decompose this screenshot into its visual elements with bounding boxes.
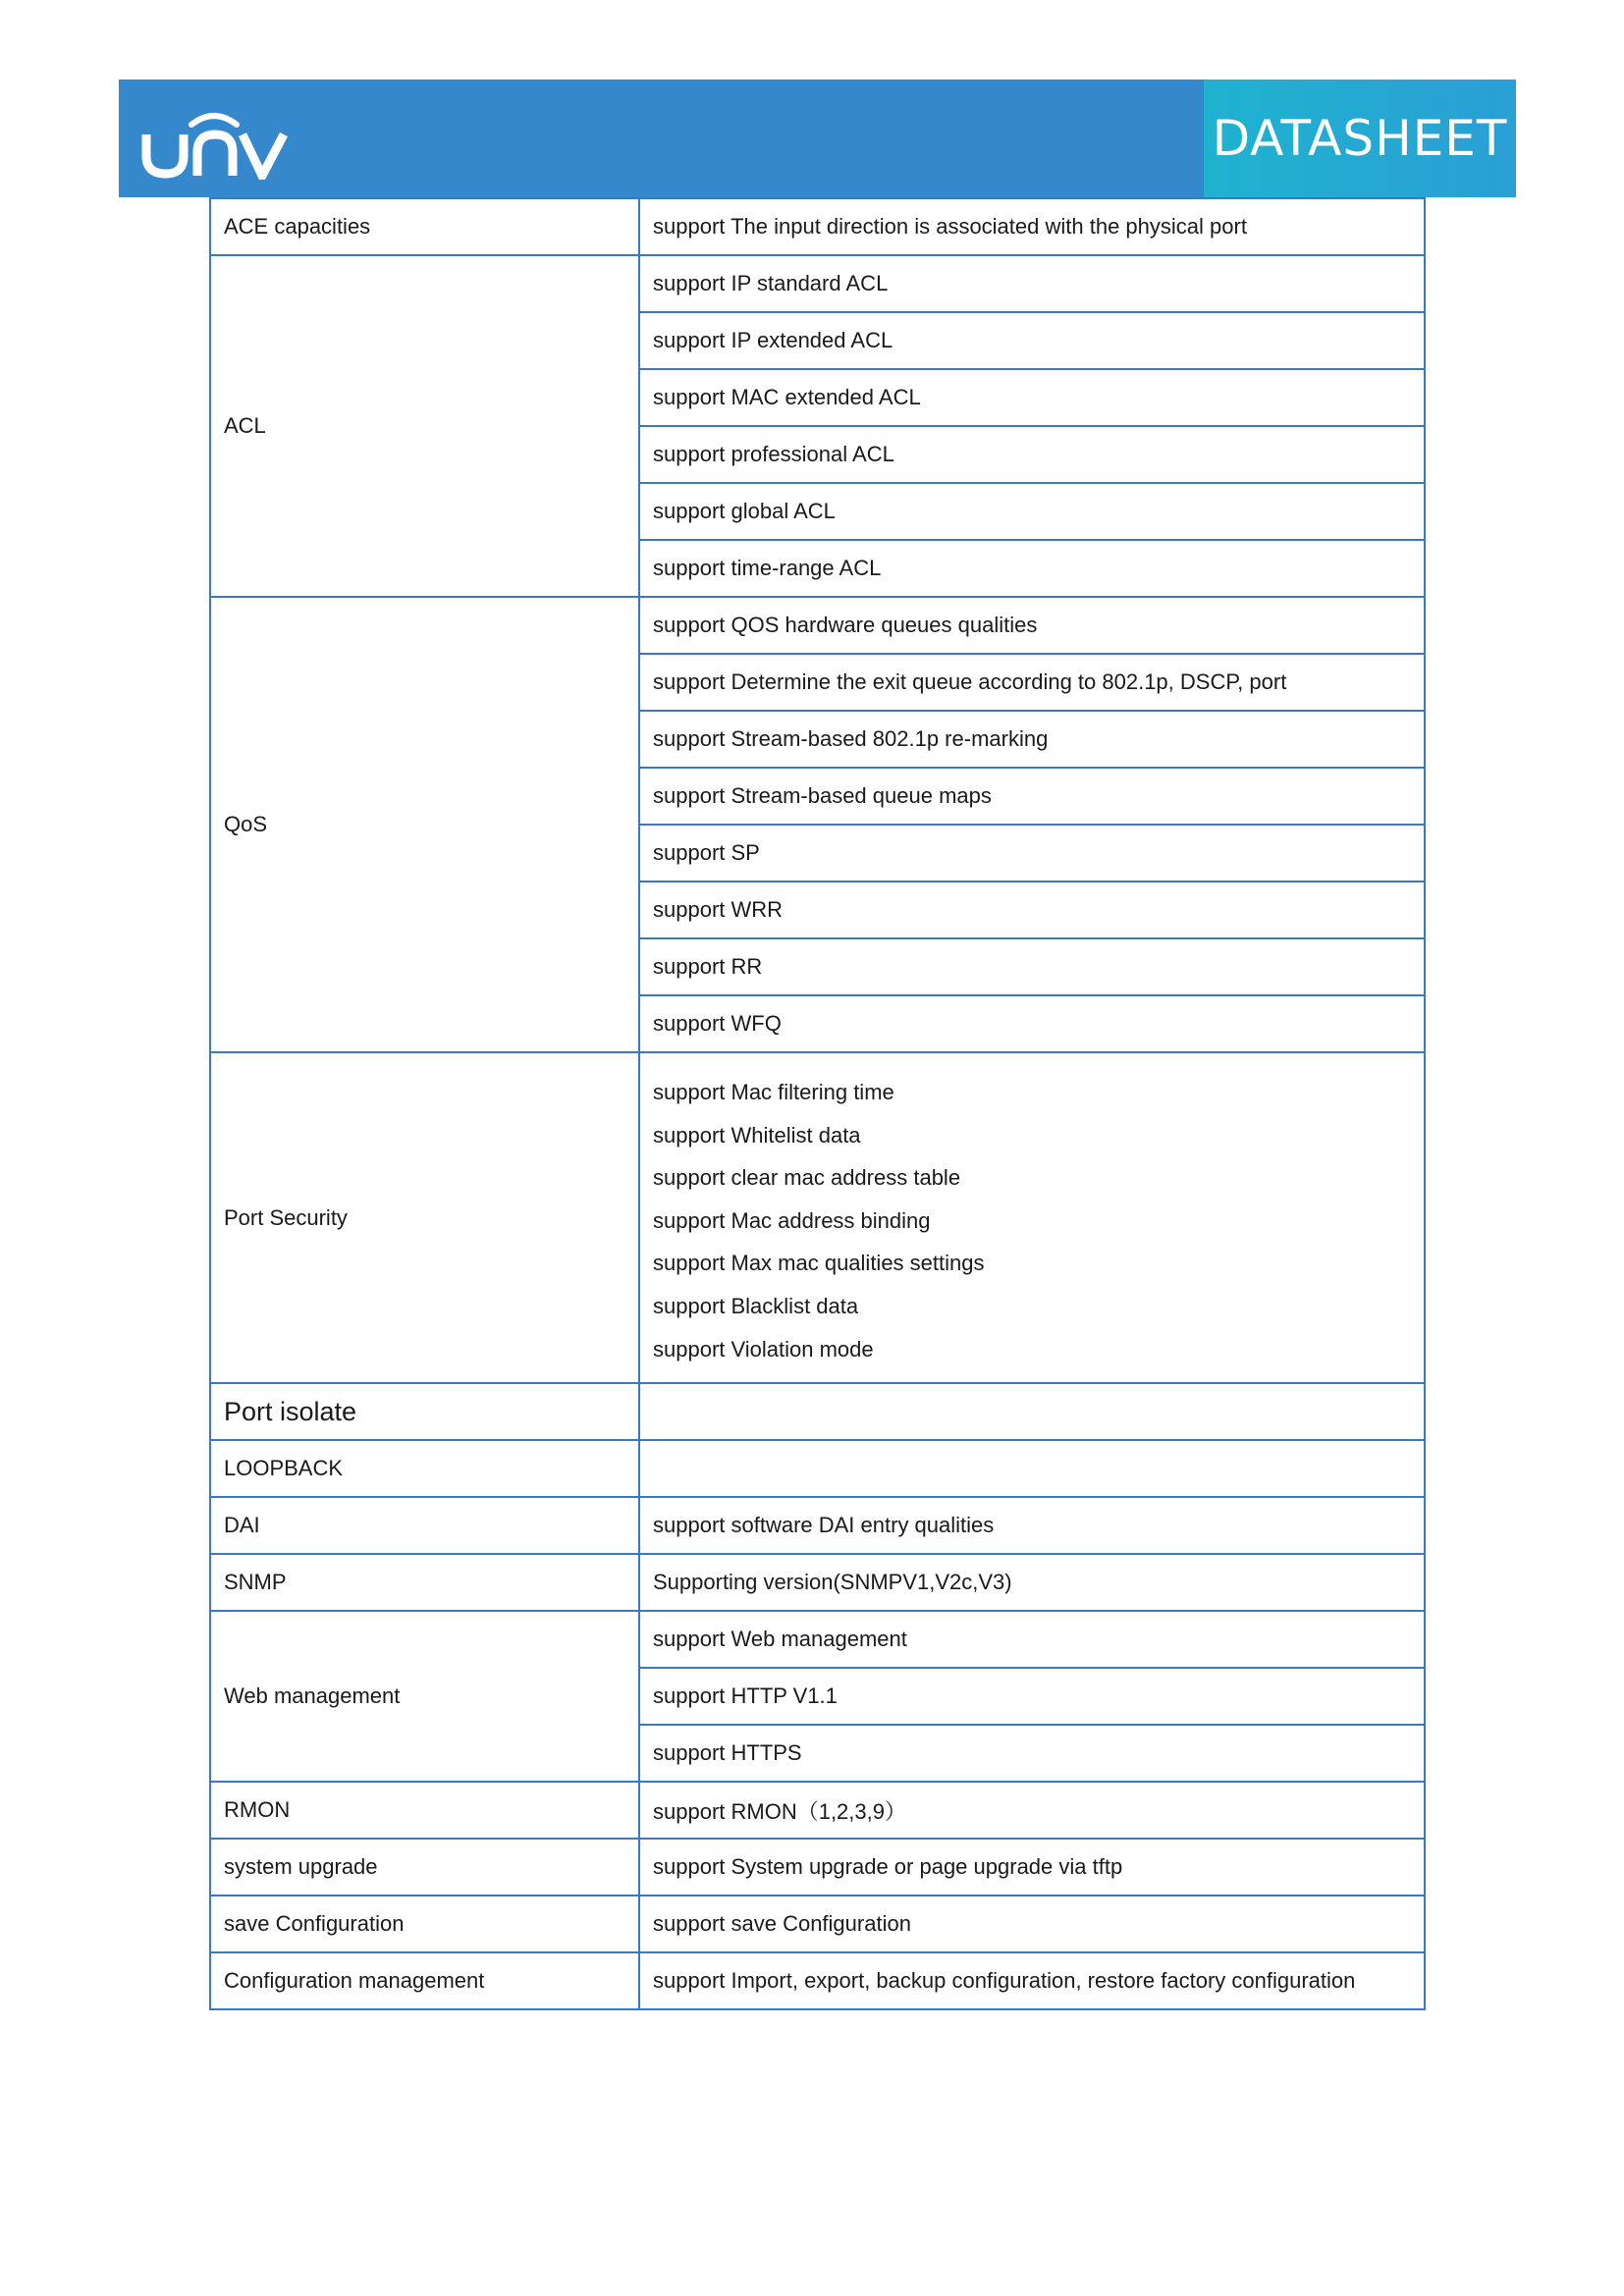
- row-value: Supporting version(SNMPV1,V2c,V3): [639, 1554, 1425, 1611]
- row-value: support SP: [639, 825, 1425, 881]
- table-row-loopback: [210, 1440, 1425, 1497]
- table-row-rmon: [210, 1782, 1425, 1839]
- row-label: Configuration management: [210, 1952, 639, 2009]
- row-label: SNMP: [210, 1554, 639, 1611]
- row-label: Web management: [210, 1611, 639, 1782]
- row-value: support Import, export, backup configuration, restore factory configuration: [639, 1952, 1425, 2009]
- row-value: support RMON（1,2,3,9）: [639, 1782, 1425, 1839]
- table-row-save: [210, 1896, 1425, 1952]
- row-label: LOOPBACK: [210, 1440, 639, 1497]
- row-value: support System upgrade or page upgrade via tftp: [639, 1839, 1425, 1896]
- row-value: [639, 1440, 1425, 1497]
- spec-table: [209, 197, 1426, 2010]
- datasheet-label-box: [1204, 80, 1516, 197]
- row-value: support software DAI entry qualities: [639, 1497, 1425, 1554]
- row-label: save Configuration: [210, 1896, 639, 1952]
- row-label: RMON: [210, 1782, 639, 1839]
- row-value: support Web management: [639, 1611, 1425, 1668]
- list-item: support Blacklist data: [653, 1293, 859, 1318]
- table-row-web: [210, 1611, 1425, 1668]
- list-item: support Mac filtering time: [653, 1080, 894, 1104]
- row-value: support MAC extended ACL: [639, 369, 1425, 426]
- row-value: support Determine the exit queue according to 802.1p, DSCP, port: [639, 654, 1425, 711]
- row-value: support Stream-based 802.1p re-marking: [639, 711, 1425, 768]
- table-row-ace: [210, 198, 1425, 255]
- page-header: [119, 80, 1516, 197]
- row-value: support save Configuration: [639, 1896, 1425, 1952]
- table-row-dai: [210, 1497, 1425, 1554]
- table-row-upgrade: [210, 1839, 1425, 1896]
- row-value: support professional ACL: [639, 426, 1425, 483]
- table-row-port-security: [210, 1052, 1425, 1383]
- table-row-snmp: [210, 1554, 1425, 1611]
- row-label: system upgrade: [210, 1839, 639, 1896]
- list-item: support clear mac address table: [653, 1165, 961, 1191]
- row-value: support HTTPS: [639, 1725, 1425, 1782]
- row-value: support QOS hardware queues qualities: [639, 597, 1425, 654]
- row-label: ACL: [210, 255, 639, 597]
- row-label: Port Security: [210, 1052, 639, 1383]
- row-value: support time-range ACL: [639, 540, 1425, 597]
- table-row-port-isolate: [210, 1383, 1425, 1440]
- list-item: support Violation mode: [653, 1336, 874, 1362]
- table-row-qos: [210, 597, 1425, 654]
- unv-logo: [140, 101, 288, 180]
- row-value: support Stream-based queue maps: [639, 768, 1425, 825]
- row-value: support The input direction is associated with the physical port: [639, 198, 1425, 255]
- row-value: [639, 1383, 1425, 1440]
- header-brand-bar: [119, 80, 1204, 197]
- row-value: support IP extended ACL: [639, 312, 1425, 369]
- table-row-config: [210, 1952, 1425, 2009]
- row-label: Port isolate: [210, 1383, 639, 1440]
- row-value: support IP standard ACL: [639, 255, 1425, 312]
- row-value: support global ACL: [639, 483, 1425, 540]
- row-value: support WFQ: [639, 995, 1425, 1052]
- row-value-list: [639, 1052, 1425, 1383]
- row-label: QoS: [210, 597, 639, 1052]
- row-label: ACE capacities: [210, 198, 639, 255]
- table-row-acl: [210, 255, 1425, 312]
- datasheet-label: DATASHEET: [1212, 110, 1508, 167]
- list-item: support Whitelist data: [653, 1122, 861, 1148]
- row-label: DAI: [210, 1497, 639, 1554]
- list-item: support Max mac qualities settings: [653, 1251, 985, 1276]
- list-item: support Mac address binding: [653, 1207, 931, 1233]
- row-value: support RR: [639, 938, 1425, 995]
- row-value: support HTTP V1.1: [639, 1668, 1425, 1725]
- row-value: support WRR: [639, 881, 1425, 938]
